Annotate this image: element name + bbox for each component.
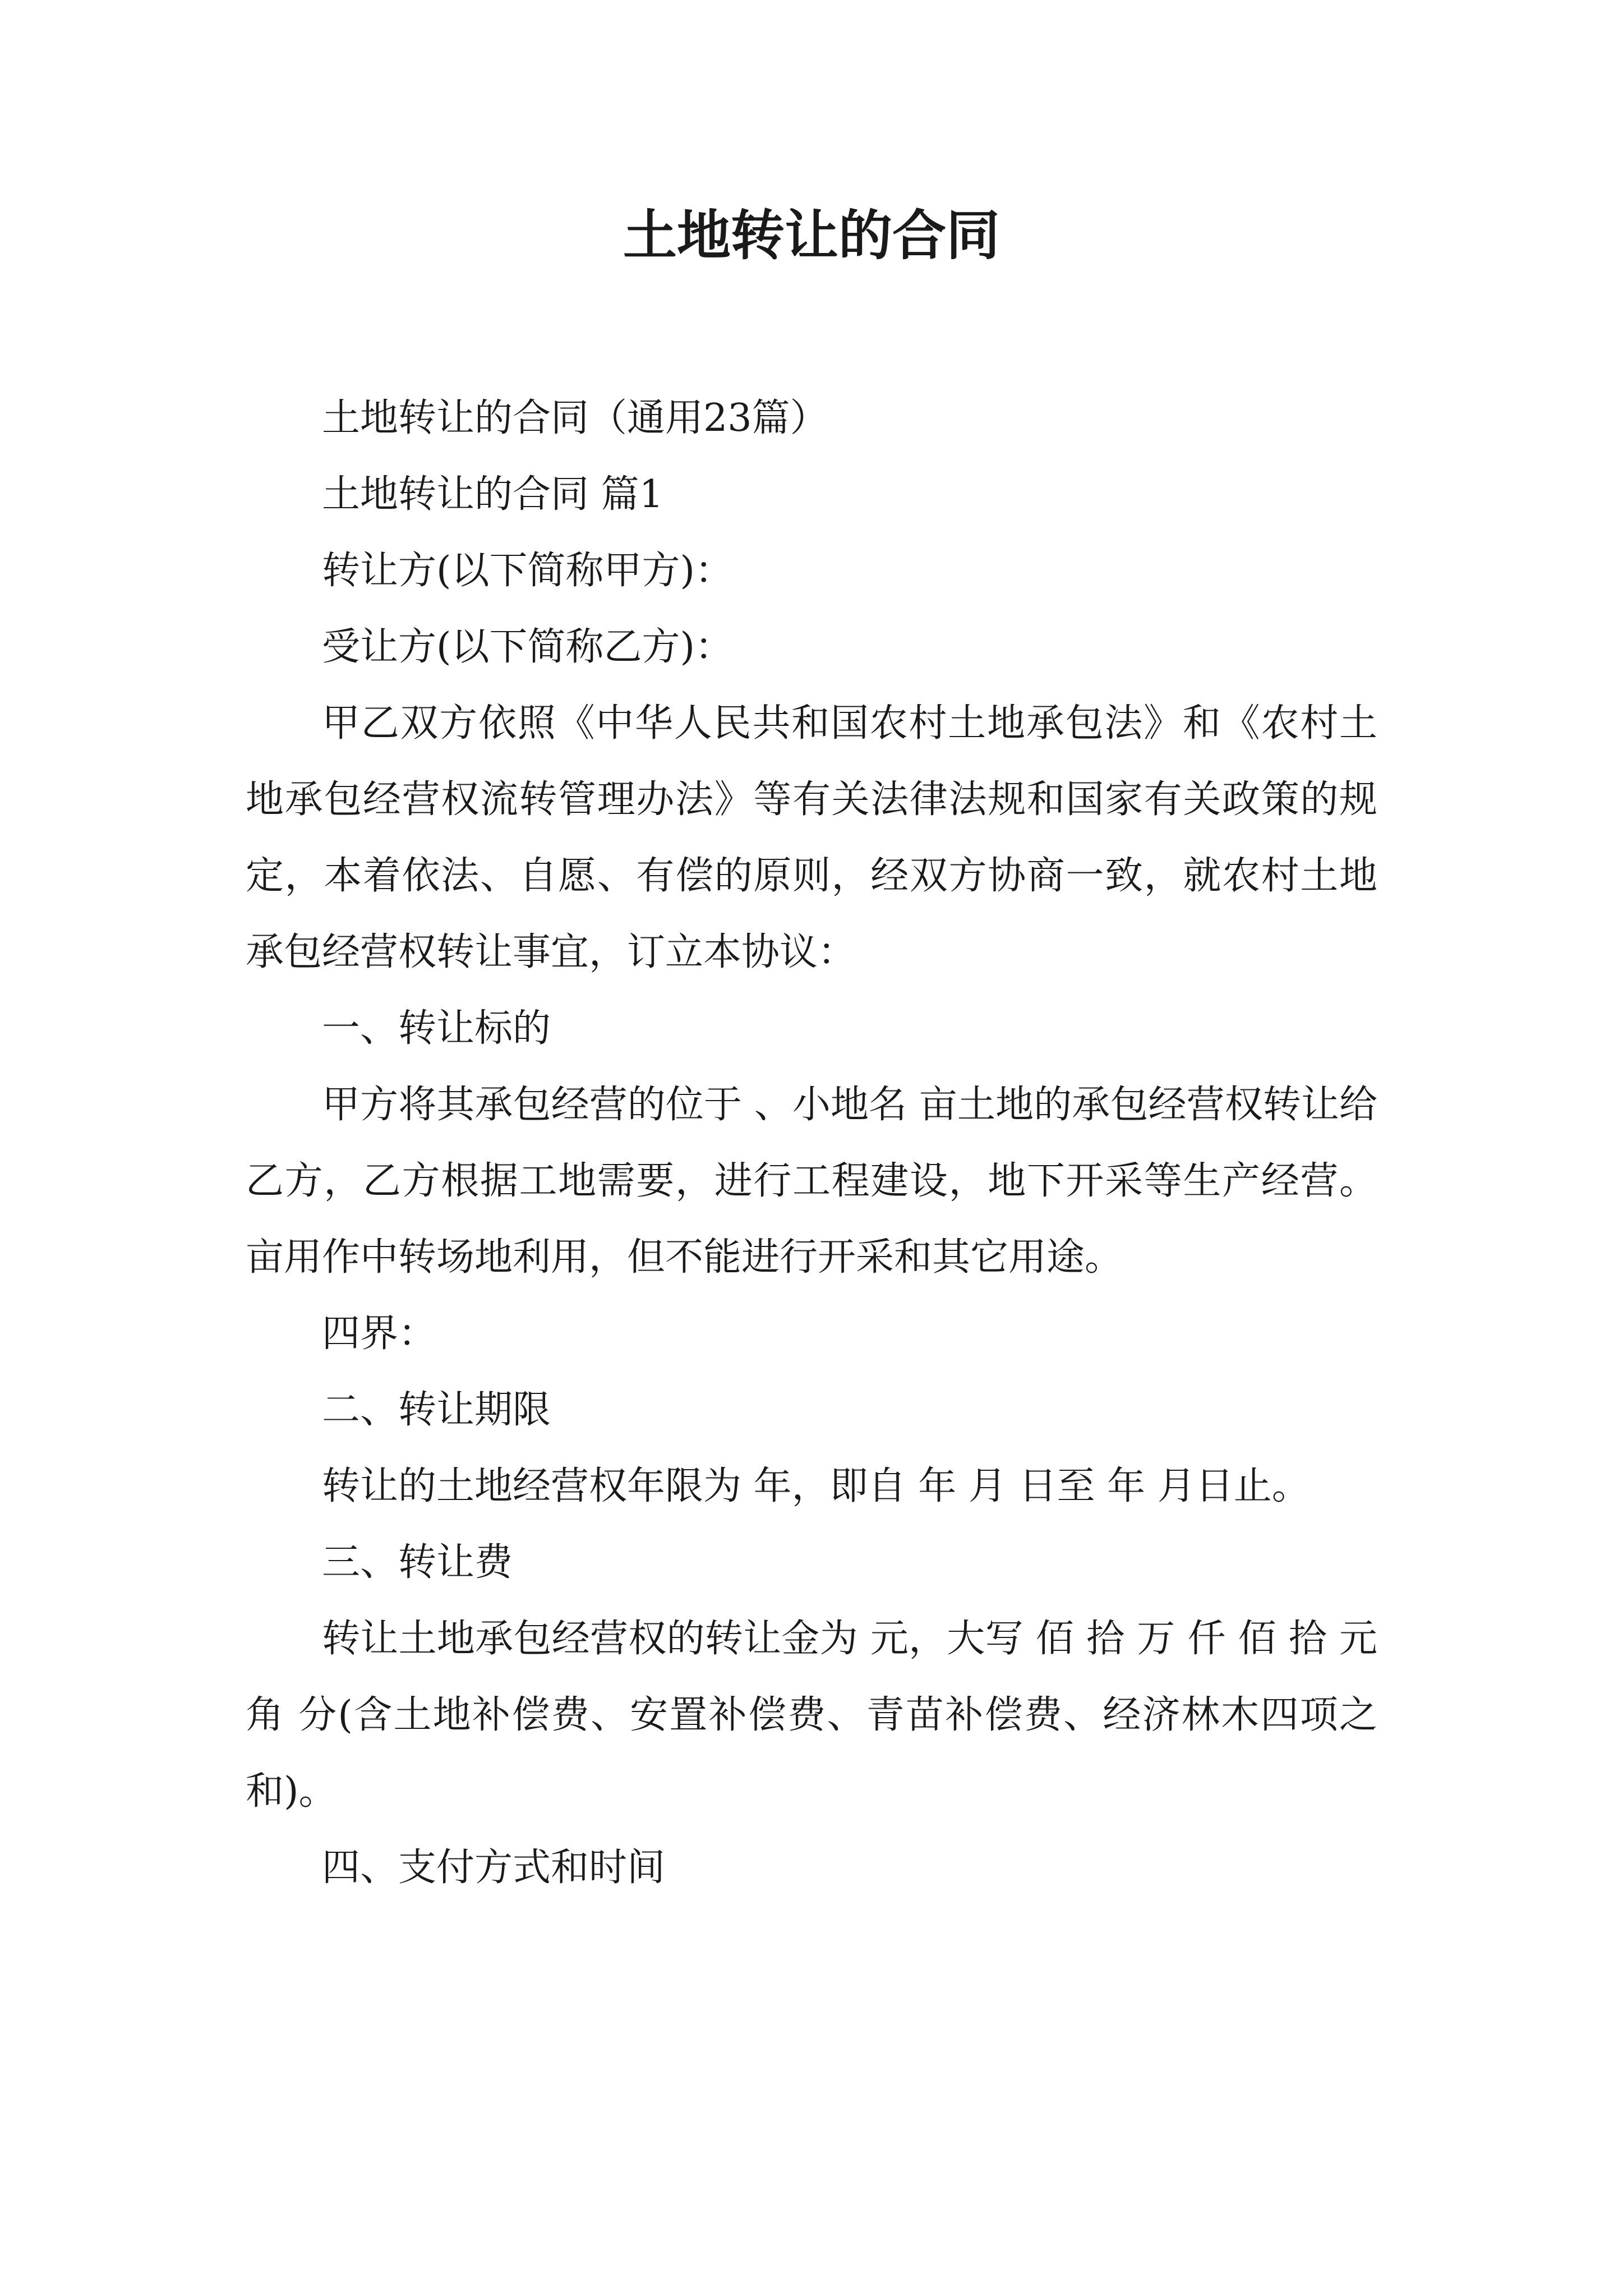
paragraph: 土地转让的合同 篇1 bbox=[322, 472, 663, 517]
document-title: 土地转让的合同 bbox=[623, 204, 1000, 267]
paragraph: 甲方将其承包经营的位于 、小地名 亩土地的承包经营权转让给乙方，乙方根据工地需要，进行工程建设，地下开采等生产经营。亩用作中转场地利用，但不能进行开采和其它用途。 bbox=[246, 1083, 1377, 1280]
section-heading: 三、转让费 bbox=[322, 1540, 513, 1585]
paragraph: 转让土地承包经营权的转让金为 元，大写 佰 拾 万 仟 佰 拾 元 角 分(含土地补偿费、安置补偿费、青苗补偿费、经济林木四项之和)。 bbox=[246, 1617, 1377, 1814]
paragraph: 受让方(以下简称乙方)： bbox=[322, 625, 734, 669]
section-heading: 一、转让标的 bbox=[322, 1006, 551, 1051]
section-heading: 四、支付方式和时间 bbox=[322, 1846, 666, 1890]
paragraph: 甲乙双方依照《中华人民共和国农村土地承包法》和《农村土地承包经营权流转管理办法》等有关法律法规和国家有关政策的规定，本着依法、自愿、有偿的原则，经双方协商一致，就农村土地承包经营权转让事宜，订立本协议： bbox=[246, 701, 1377, 974]
paragraph: 转让方(以下简称甲方)： bbox=[322, 549, 734, 593]
paragraph: 转让的土地经营权年限为 年，即自 年 月 日至 年 月日止。 bbox=[322, 1464, 1310, 1508]
document-body bbox=[246, 380, 1377, 1906]
section-heading: 二、转让期限 bbox=[322, 1388, 551, 1432]
paragraph: 土地转让的合同（通用23篇） bbox=[322, 396, 828, 440]
paragraph: 四界： bbox=[322, 1312, 437, 1356]
